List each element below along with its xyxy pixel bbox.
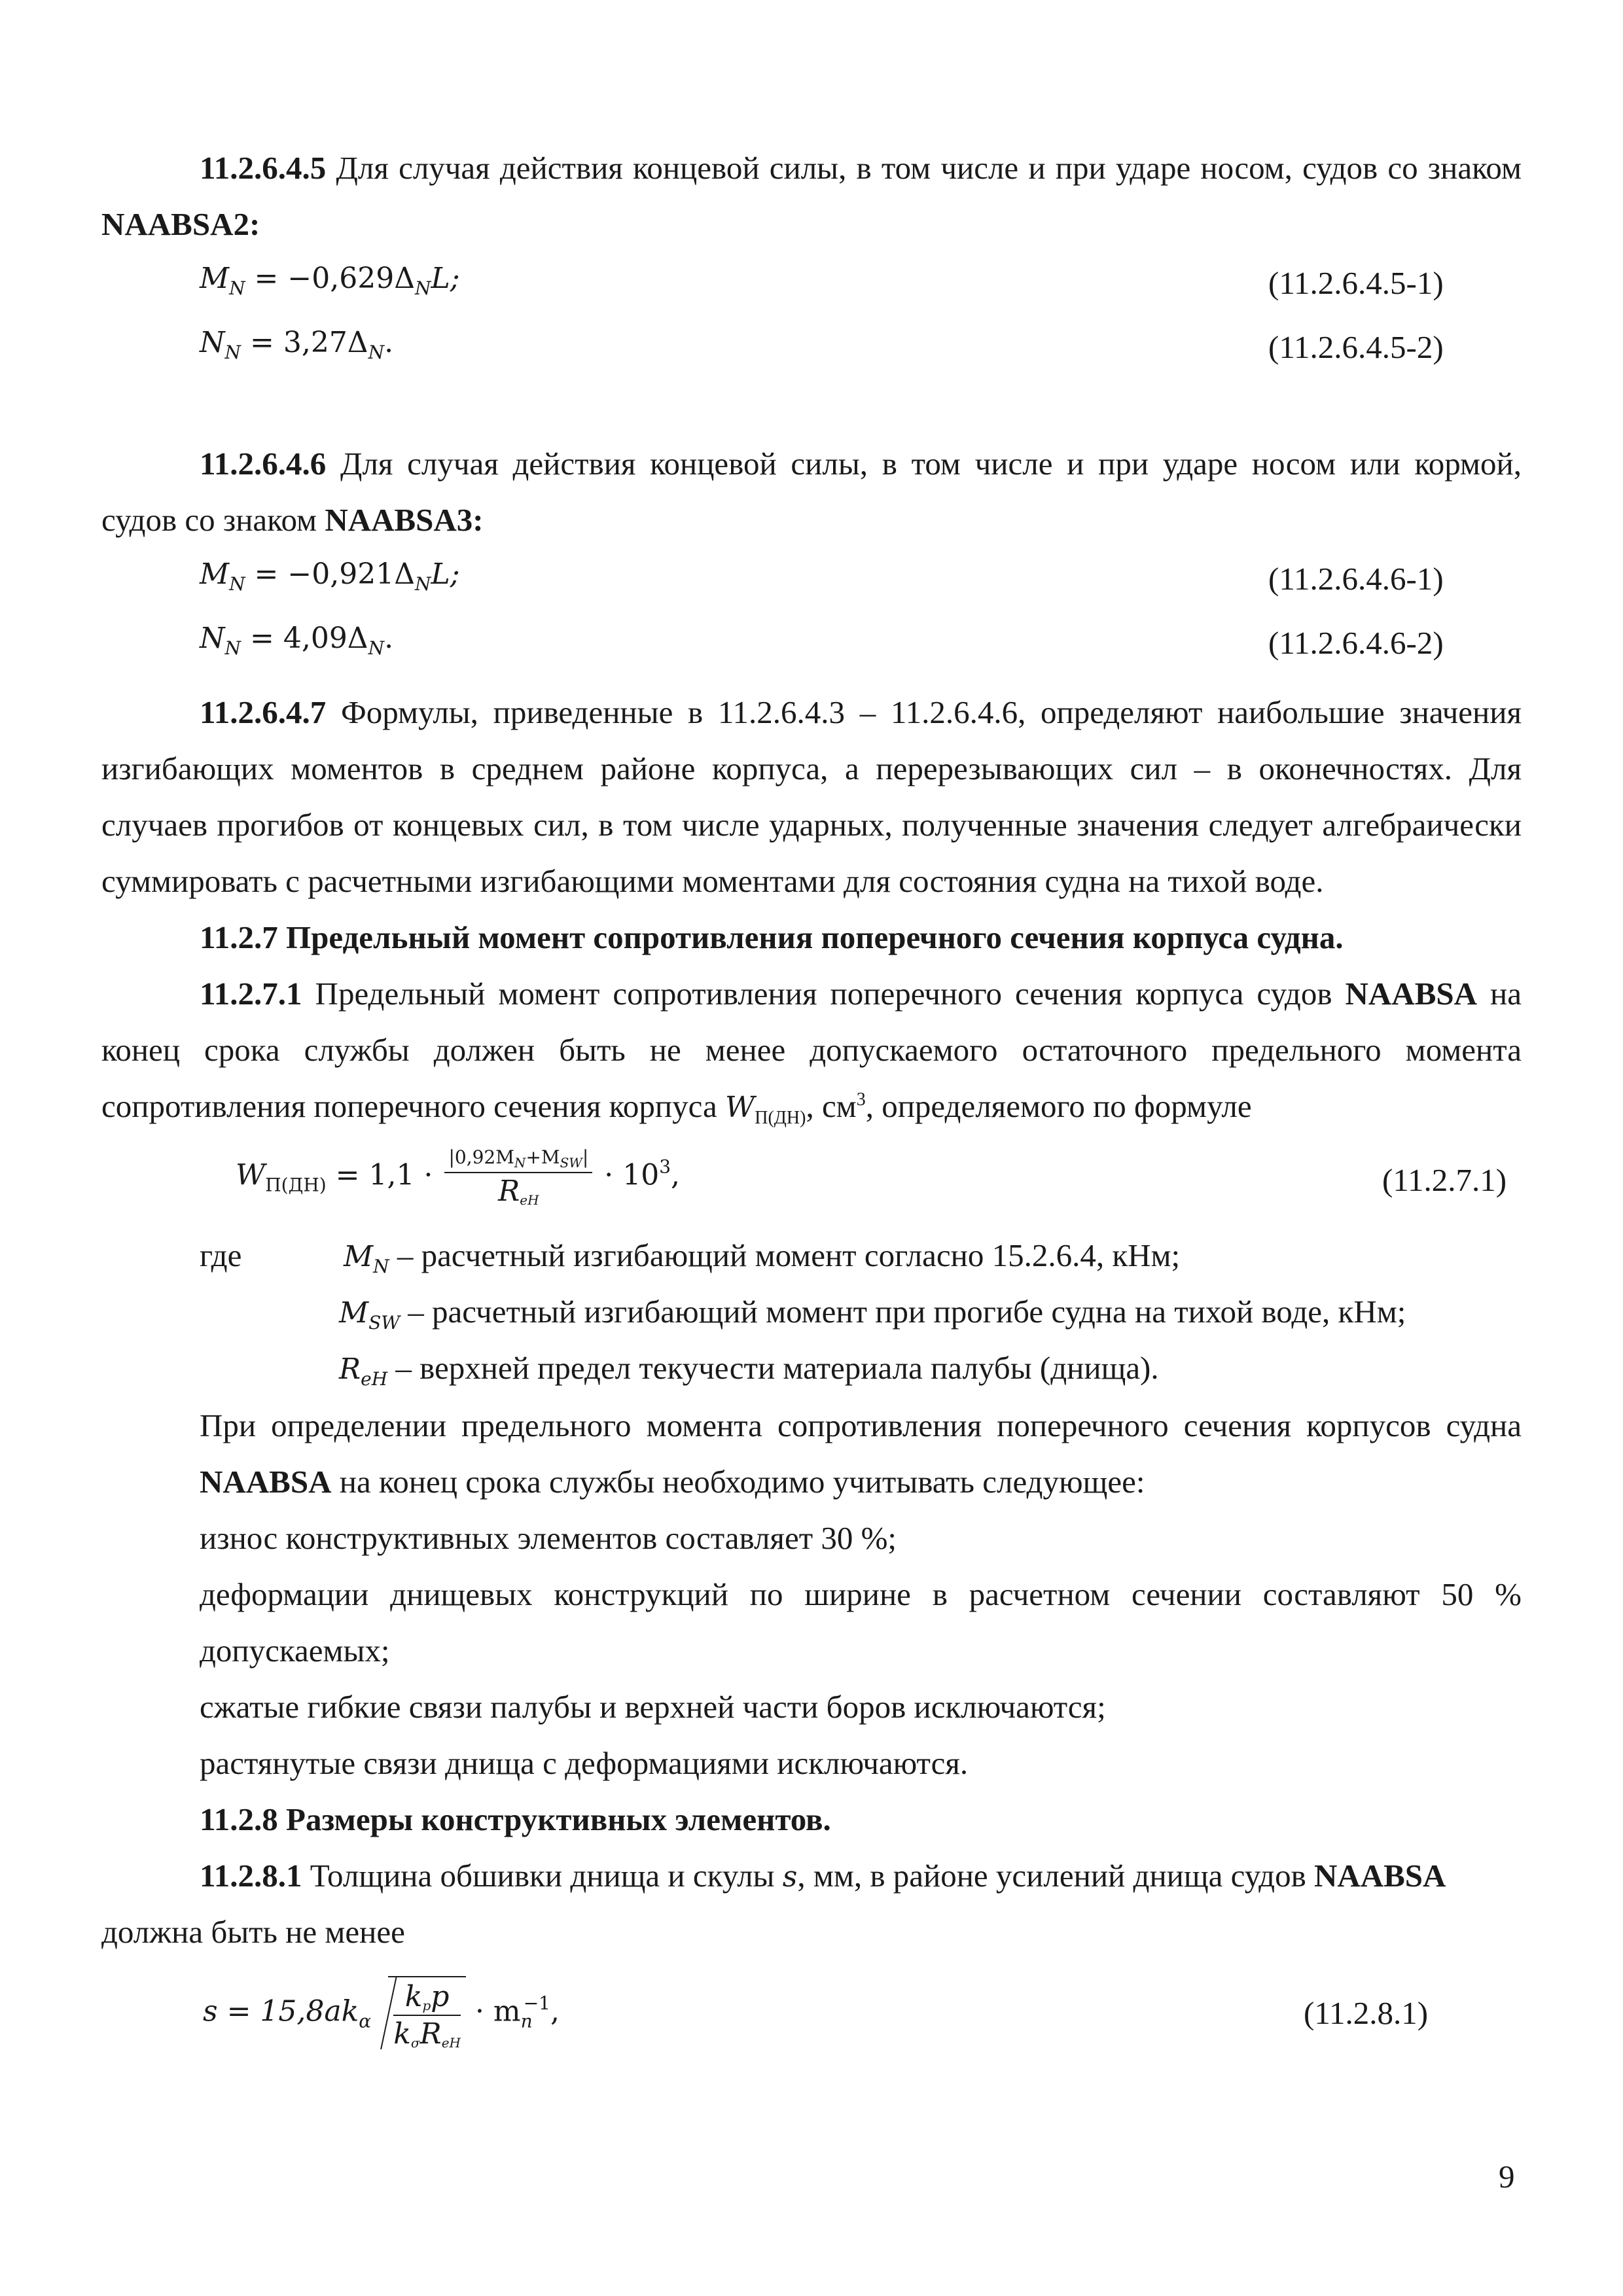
paragraph-11-2-7-1-line2: конец срока службы должен быть не менее допускаемого остаточного предельного момента bbox=[101, 1032, 1522, 1068]
list-item: сжатые гибкие связи палубы и верхней части боров исключаются; bbox=[200, 1689, 1106, 1725]
equation-11-2-6-4-5-1: $M_N = -0,629\Delta_NL$; bbox=[200, 262, 460, 299]
paragraph-requirements-line1: При определении предельного момента сопротивления поперечного сечения корпусов судна bbox=[200, 1407, 1522, 1443]
fraction: $\frac{|0,92M_N+M_{SW}|}{R_{eH}}$ bbox=[444, 1146, 592, 1208]
equation-11-2-6-4-6-1: $M_N = -0,921\Delta_NL$; bbox=[200, 557, 460, 595]
equation-11-2-8-1: $s = 15,8ak_\alpha$ $\frac{k_pp}{k_\sigma R_{eH}}$ · $m_n^{-1}$, bbox=[203, 1976, 560, 2051]
definition-msw: $M_{SW}$ – расчетный изгибающий момент при прогибе судна на тихой воде, кНм; bbox=[339, 1294, 1406, 1333]
equation-11-2-7-1: $W_{П(ДН)} = 1,1$ · $\frac{|0,92M_N+M_{SW}|}{R_{eH}}$ · $10^3$, bbox=[236, 1146, 681, 1208]
clause-number: 11.2.7.1 bbox=[200, 976, 302, 1012]
clause-number: 11.2.6.4.5 bbox=[200, 150, 327, 186]
list-item: износ конструктивных элементов составляет 30 %; bbox=[200, 1520, 897, 1556]
paragraph-11-2-6-4-6-line2: судов со знаком NAABSA3: bbox=[101, 502, 484, 538]
definition-reh: $R_{eH}$ – верхней предел текучести материала палубы (днища). bbox=[339, 1350, 1159, 1390]
paragraph-11-2-6-4-7-line3: случаев прогибов от концевых сил, в том числе ударных, полученные значения следует алгебраически bbox=[101, 807, 1522, 843]
clause-number: 11.2.6.4.7 bbox=[200, 694, 327, 730]
equation-number: (11.2.7.1) bbox=[1382, 1162, 1507, 1198]
paragraph-requirements-line2: NAABSA на конец срока службы необходимо учитывать следующее: bbox=[200, 1464, 1145, 1500]
paragraph-11-2-6-4-6-line1: 11.2.6.4.6 Для случая действия концевой силы, в том числе и при ударе носом или кормой, bbox=[200, 446, 1522, 482]
paragraph-11-2-8-1-line1: 11.2.8.1 Толщина обшивки днища и скулы s, мм, в районе усилений днища судов NAABSA bbox=[200, 1858, 1446, 1894]
paragraph-11-2-6-4-7-line4: суммировать с расчетными изгибающими моментами для состояния судна на тихой воде. bbox=[101, 863, 1324, 899]
list-item-continuation: допускаемых; bbox=[200, 1633, 390, 1669]
equation-number: (11.2.6.4.6-1) bbox=[1268, 561, 1444, 597]
clause-number: 11.2.8.1 bbox=[200, 1858, 302, 1894]
vessel-mark: NAABSA2 bbox=[101, 206, 249, 242]
equation-number: (11.2.6.4.6-2) bbox=[1268, 625, 1444, 661]
vessel-mark: NAABSA3 bbox=[325, 502, 473, 538]
fraction: $\frac{k_pp}{k_\sigma R_{eH}}$ bbox=[393, 1980, 461, 2051]
square-root bbox=[388, 1976, 466, 2051]
equation-number: (11.2.6.4.5-1) bbox=[1268, 265, 1444, 301]
page-number: 9 bbox=[1499, 2159, 1515, 2195]
paragraph-11-2-6-4-5-line1: 11.2.6.4.5 Для случая действия концевой силы, в том числе и при ударе носом, судов со знаком bbox=[200, 150, 1522, 186]
paragraph-11-2-8-1-line2: должна быть не менее bbox=[101, 1914, 405, 1950]
equation-11-2-6-4-5-2: $N_N = 3,27\Delta_N$. bbox=[200, 326, 394, 363]
definition-mn: $M_N$ – расчетный изгибающий момент согласно 15.2.6.4, кНм; bbox=[344, 1237, 1181, 1277]
vessel-mark: NAABSA bbox=[200, 1464, 332, 1500]
section-heading-11-2-8: 11.2.8 Размеры конструктивных элементов. bbox=[200, 1801, 831, 1837]
clause-number: 11.2.6.4.6 bbox=[200, 446, 327, 482]
equation-11-2-6-4-6-2: $N_N = 4,09\Delta_N$. bbox=[200, 622, 394, 659]
vessel-mark: NAABSA bbox=[1313, 1858, 1446, 1894]
list-item: растянутые связи днища с деформациями исключаются. bbox=[200, 1745, 969, 1781]
paragraph-11-2-6-4-7-line2: изгибающих моментов в среднем районе корпуса, а перерезывающих сил – в оконечностях. Для bbox=[101, 751, 1522, 786]
paragraph-11-2-7-1-line1: 11.2.7.1 Предельный момент сопротивления поперечного сечения корпуса судов NAABSA на bbox=[200, 976, 1522, 1012]
paragraph-11-2-6-4-7-line1: 11.2.6.4.7 Формулы, приведенные в 11.2.6.4.3 – 11.2.6.4.6, определяют наибольшие значения bbox=[200, 694, 1522, 730]
paragraph-11-2-7-1-line3: сопротивления поперечного сечения корпуса $W_{П(ДН)}$, $см^3$, определяемого по формуле bbox=[101, 1088, 1252, 1128]
section-heading-11-2-7: 11.2.7 Предельный момент сопротивления поперечного сечения корпуса судна. bbox=[200, 919, 1344, 955]
equation-number: (11.2.6.4.5-2) bbox=[1268, 329, 1444, 365]
vessel-mark: NAABSA bbox=[1345, 976, 1478, 1012]
list-item: деформации днищевых конструкций по ширине в расчетном сечении составляют 50 % bbox=[200, 1576, 1522, 1612]
where-label: где bbox=[200, 1237, 242, 1273]
paragraph-11-2-6-4-5-line2: NAABSA2: bbox=[101, 206, 260, 242]
equation-number: (11.2.8.1) bbox=[1304, 1995, 1429, 2031]
